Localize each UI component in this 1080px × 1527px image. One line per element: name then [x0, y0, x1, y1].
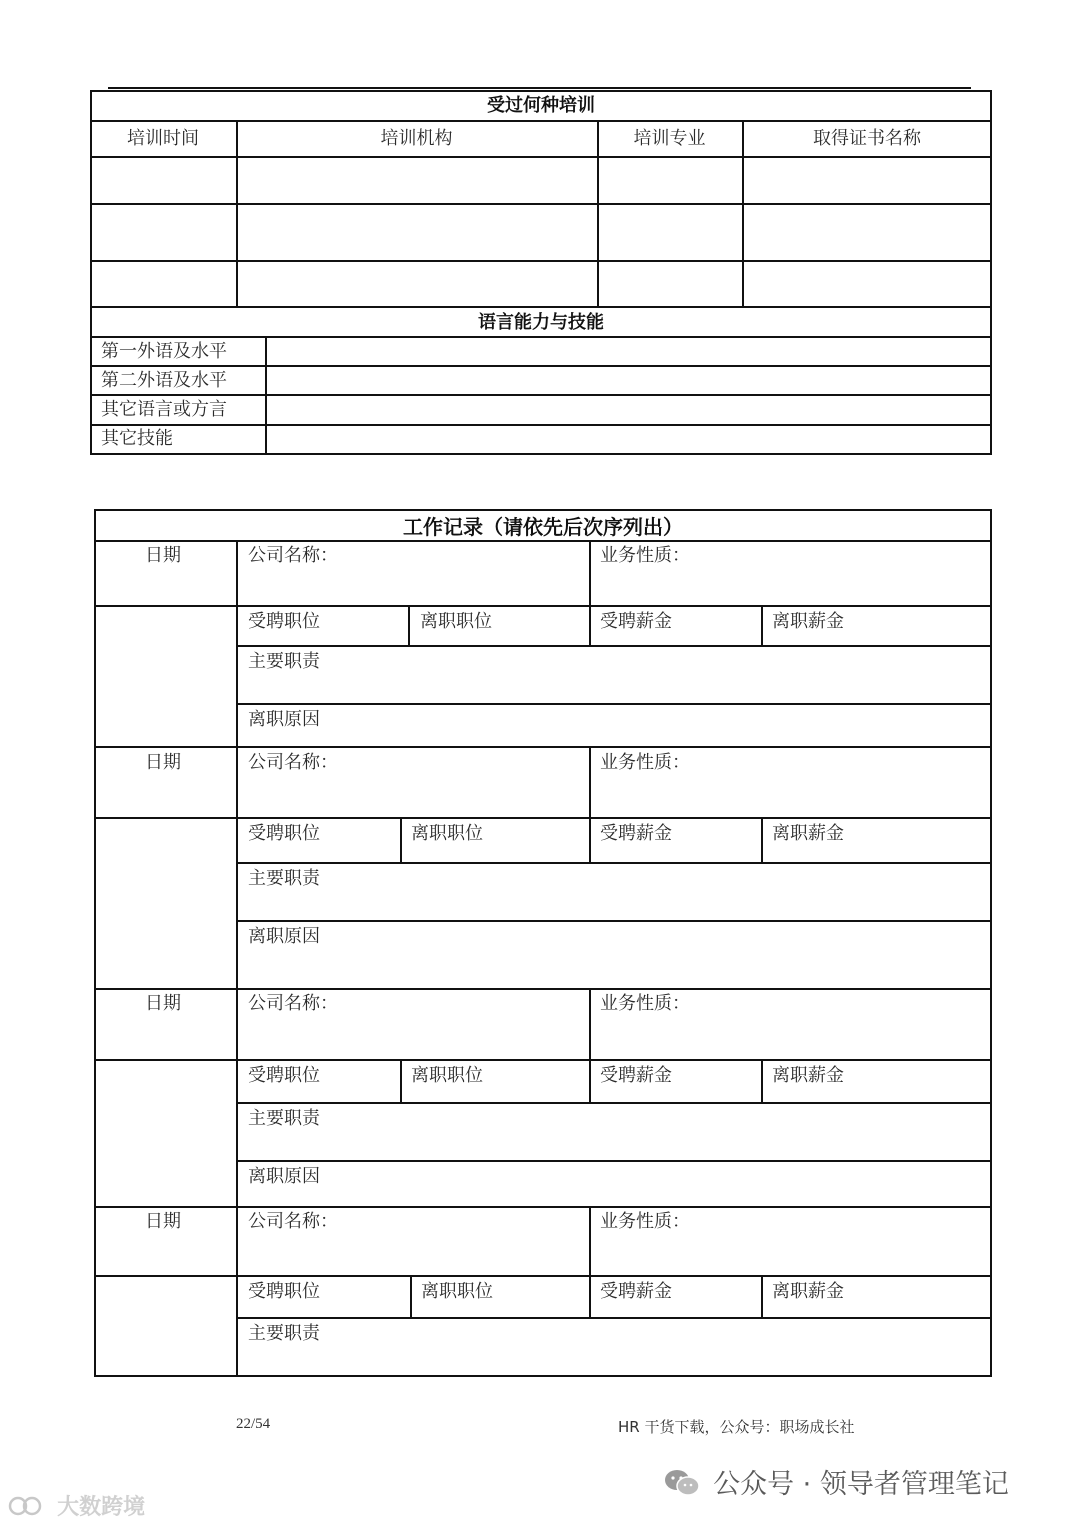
divider [90, 424, 992, 426]
divider [236, 1206, 238, 1377]
divider [410, 1275, 412, 1318]
leave-reason-label: 离职原因 [248, 926, 320, 947]
hire-salary-label: 受聘薪金 [600, 611, 672, 632]
divider [90, 394, 992, 396]
divider [90, 156, 992, 158]
business-label: 业务性质： [600, 545, 690, 566]
divider [94, 746, 992, 748]
language-title: 语言能力与技能 [478, 312, 604, 333]
hire-salary-label: 受聘薪金 [600, 1065, 672, 1086]
divider [90, 203, 992, 205]
divider [589, 1206, 591, 1276]
divider [94, 540, 992, 542]
work-title: 工作记录（请依先后次序列出） [403, 515, 683, 539]
language-row-first-foreign: 第一外语及水平 [101, 341, 227, 362]
divider [90, 365, 992, 367]
leave-position-label: 离职职位 [421, 1281, 493, 1302]
divider [400, 817, 402, 863]
divider [94, 1059, 992, 1061]
company-label: 公司名称： [248, 752, 338, 773]
company-label: 公司名称： [248, 1211, 338, 1232]
business-label: 业务性质： [600, 993, 690, 1014]
date-label: 日期 [145, 752, 181, 773]
duties-label: 主要职责 [248, 651, 320, 672]
hire-position-label: 受聘职位 [248, 823, 320, 844]
language-row-other-skills: 其它技能 [101, 428, 173, 449]
header-certificate-name: 取得证书名称 [813, 128, 921, 149]
divider [589, 1059, 591, 1103]
divider [589, 1275, 591, 1318]
watermark-right-text: 公众号 · 领导者管理笔记 [713, 1469, 1009, 1500]
divider [761, 1275, 763, 1318]
header-training-major: 培训专业 [633, 128, 706, 149]
work-record-table [94, 509, 992, 1377]
business-label: 业务性质： [600, 1211, 690, 1232]
divider [761, 605, 763, 646]
hire-position-label: 受聘职位 [248, 1281, 320, 1302]
divider [589, 540, 591, 606]
divider [589, 817, 591, 863]
hire-salary-label: 受聘薪金 [600, 1281, 672, 1302]
business-label: 业务性质： [600, 752, 690, 773]
divider [94, 817, 992, 819]
duties-label: 主要职责 [248, 1108, 320, 1129]
divider [589, 746, 591, 818]
divider [236, 540, 238, 747]
leave-salary-label: 离职薪金 [772, 1281, 844, 1302]
divider [236, 862, 992, 864]
header-training-time: 培训时间 [127, 128, 199, 149]
hire-position-label: 受聘职位 [248, 1065, 320, 1086]
divider [94, 988, 992, 990]
divider [90, 306, 992, 308]
divider [236, 1317, 992, 1319]
divider [94, 1206, 992, 1208]
date-label: 日期 [145, 1211, 181, 1232]
divider [236, 746, 238, 989]
language-row-second-foreign: 第二外语及水平 [101, 370, 227, 391]
page-number: 22/54 [236, 1416, 271, 1432]
header-training-institution: 培训机构 [380, 128, 453, 149]
footer-source: HR 干货下载，公众号：职场成长社 [618, 1418, 855, 1436]
divider [94, 605, 992, 607]
watermark-left [8, 1493, 145, 1523]
wechat-icon [664, 1468, 700, 1502]
divider [589, 605, 591, 646]
company-label: 公司名称： [248, 545, 338, 566]
divider [589, 988, 591, 1060]
company-label: 公司名称： [248, 993, 338, 1014]
duties-label: 主要职责 [248, 868, 320, 889]
divider [94, 1275, 992, 1277]
divider [236, 988, 238, 1207]
top-rule [108, 87, 971, 89]
divider [400, 1059, 402, 1103]
divider [236, 645, 992, 647]
divider [236, 703, 992, 705]
date-label: 日期 [145, 993, 181, 1014]
date-label: 日期 [145, 545, 181, 566]
leave-position-label: 离职职位 [411, 1065, 483, 1086]
divider [761, 1059, 763, 1103]
language-row-other-dialect: 其它语言或方言 [101, 399, 227, 420]
watermark-left-text: 大数跨境 [57, 1495, 146, 1520]
hire-salary-label: 受聘薪金 [600, 823, 672, 844]
divider [236, 1102, 992, 1104]
divider [236, 920, 992, 922]
duties-label: 主要职责 [248, 1323, 320, 1344]
leave-position-label: 离职职位 [420, 611, 492, 632]
leave-position-label: 离职职位 [411, 823, 483, 844]
brand-logo-icon [8, 1493, 48, 1523]
leave-salary-label: 离职薪金 [772, 1065, 844, 1086]
divider [408, 605, 410, 646]
hire-position-label: 受聘职位 [248, 611, 320, 632]
leave-salary-label: 离职薪金 [772, 611, 844, 632]
divider [90, 336, 992, 338]
leave-reason-label: 离职原因 [248, 1166, 320, 1187]
divider [90, 260, 992, 262]
watermark-right [664, 1465, 1009, 1505]
leave-salary-label: 离职薪金 [772, 823, 844, 844]
leave-reason-label: 离职原因 [248, 709, 320, 730]
divider [236, 1160, 992, 1162]
divider [761, 817, 763, 863]
divider [90, 120, 992, 122]
training-title: 受过何种培训 [487, 95, 595, 116]
